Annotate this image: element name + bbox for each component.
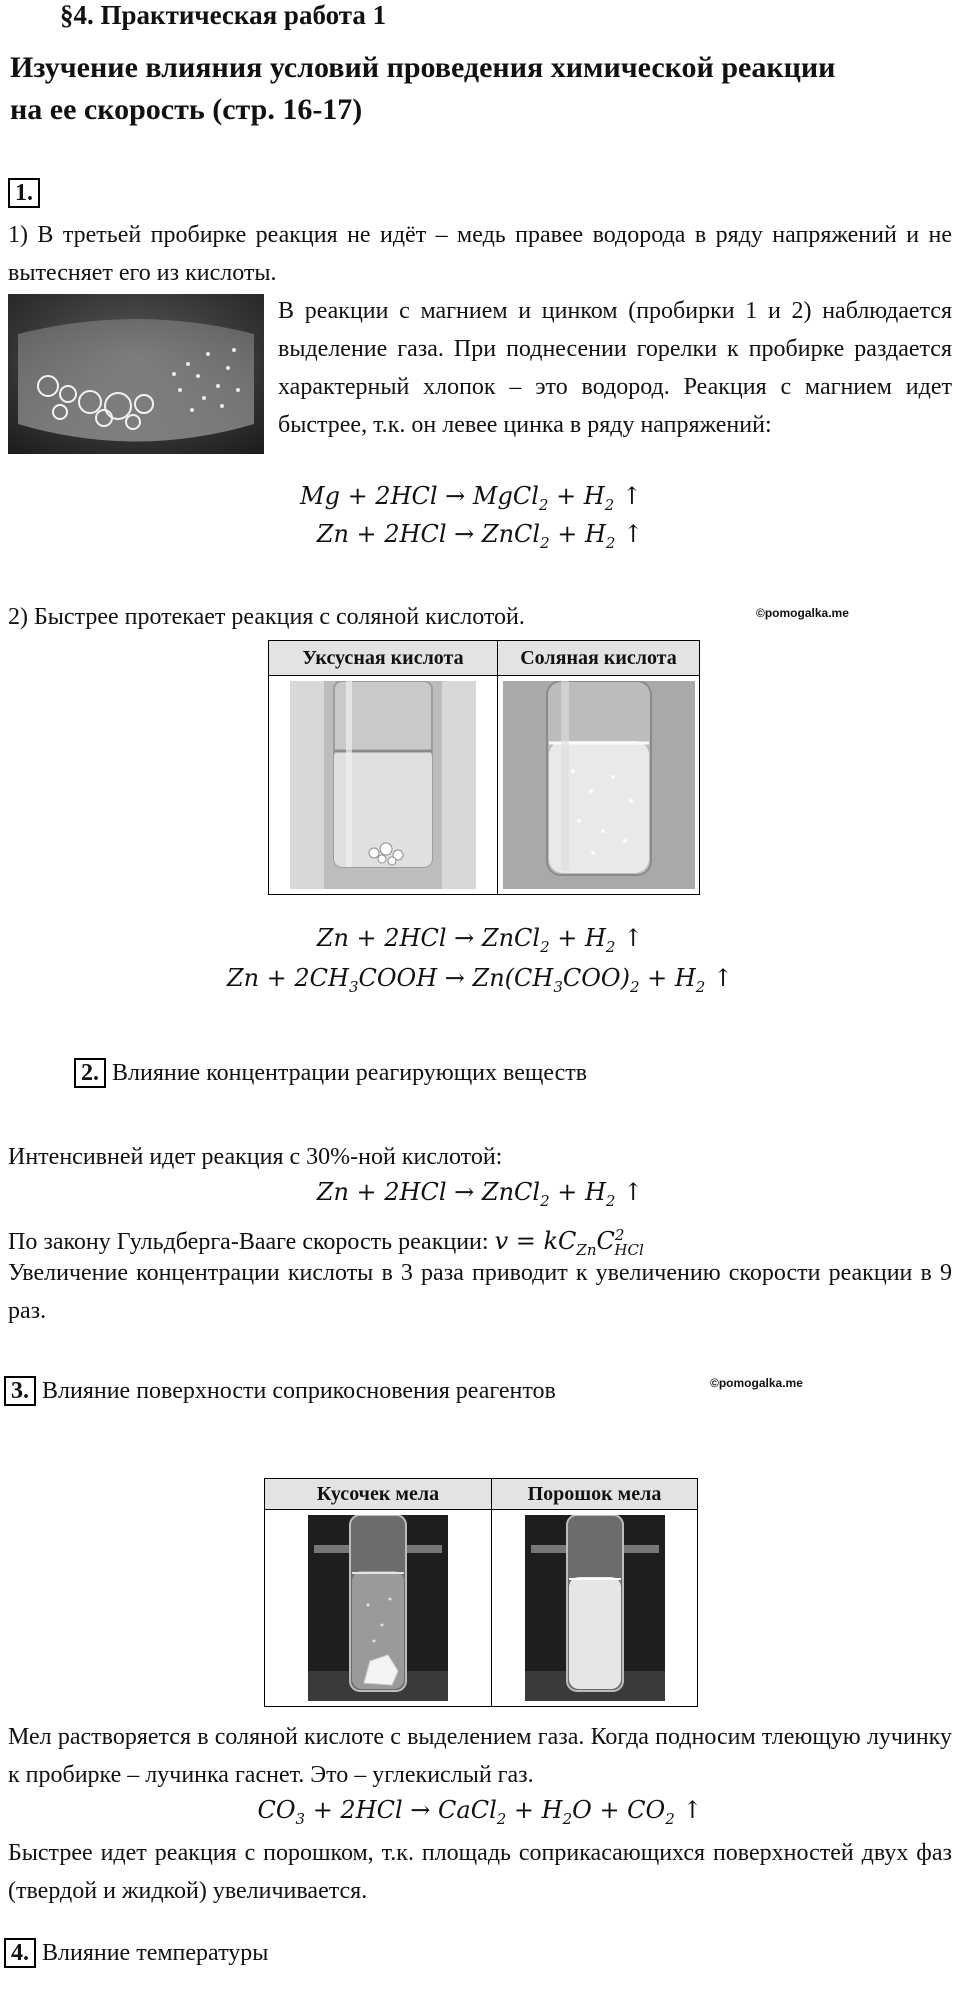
task2-heading: Влияние концентрации реагирующих веществ	[112, 1060, 588, 1086]
table-header-hydrochloric: Соляная кислота	[498, 641, 700, 676]
task1-paragraph-2: В реакции с магнием и цинком (пробирки 1 и 2) наблюдается выделение газа. При поднесении горелки к пробирке раздается характерный хлопок – это водород. Реакция с магнием идет быстрее, т.к. он левее цинка в ряду напряжений:	[278, 298, 952, 438]
equation-zn-hcl: Zn + 2HCl → ZnCl$_2$ + $H_2$ ↑	[316, 520, 644, 552]
task-number-box: 4.	[4, 1938, 36, 1968]
acetic-acid-photo-cell	[269, 676, 498, 895]
equation-caco3-hcl: $CO_3 + 2HCl$ → CaCl$_2$ + $H_2O + CO_2$ ↑	[257, 1796, 703, 1828]
acid-comparison-table	[268, 640, 700, 895]
hydrochloric-acid-photo-cell	[498, 676, 700, 895]
table-header-chalk-powder: Порошок мела	[492, 1479, 698, 1510]
page-title-line2: на ее скорость (стр. 16-17)	[10, 93, 363, 126]
hydrochloric-acid-tube-photo	[503, 681, 695, 889]
task1-paragraph-3: 2) Быстрее протекает реакция с соляной кислотой.	[8, 604, 525, 630]
task1-paragraph-1: 1) В третьей пробирке реакция не идёт – медь правее водорода в ряду напряжений и не вытесняет его из кислоты.	[8, 222, 952, 286]
chalk-piece-tube-photo	[308, 1515, 448, 1701]
task3-heading: Влияние поверхности соприкосновения реагентов	[42, 1378, 556, 1404]
task2-heading-row	[74, 1054, 587, 1092]
task3-paragraph-2: Быстрее идет реакция с порошком, т.к. площадь соприкасающихся поверхностей двух фаз (твердой и жидкой) увеличивается.	[8, 1840, 952, 1904]
equation-zn-hcl-2: Zn + 2HCl → ZnCl$_2$ + $H_2$ ↑	[316, 924, 644, 956]
task-number-box: 2.	[74, 1058, 106, 1088]
acetic-acid-tube-photo	[290, 681, 476, 889]
rate-law-formula: $v = kC_{Zn}C^2_{HCl}$	[494, 1226, 644, 1259]
chalk-comparison-table	[264, 1478, 698, 1707]
task2-paragraph-3: Увеличение концентрации кислоты в 3 раза приводит к увеличению скорости реакции в 9 раз.	[8, 1260, 952, 1324]
chalk-powder-photo-cell	[492, 1510, 698, 1707]
task-number-1	[8, 178, 46, 208]
chalk-powder-tube-photo	[525, 1515, 665, 1701]
bubbles-photo	[8, 294, 264, 454]
watermark: ©pomogalka.me	[710, 1376, 803, 1390]
watermark: ©pomogalka.me	[756, 606, 849, 620]
equation-zn-acetic: $Zn + 2CH_3COOH \to Zn(CH_3COO)_2 + H_2$ ↑	[226, 964, 734, 996]
chalk-piece-photo-cell	[265, 1510, 492, 1707]
task-number-box: 3.	[4, 1376, 36, 1406]
table-header-acetic: Уксусная кислота	[269, 641, 498, 676]
page-title-line1: Изучение влияния условий проведения химической реакции	[10, 51, 836, 84]
equation-mg-hcl: Mg + 2HCl → MgCl$_2$ + $H_2$ ↑	[300, 482, 643, 514]
task-number-box: 1.	[8, 178, 40, 208]
equation-zn-hcl-3: Zn + 2HCl → ZnCl$_2$ + $H_2$ ↑	[316, 1178, 644, 1210]
task4-heading-row	[4, 1934, 268, 1972]
task2-paragraph-1: Интенсивней идет реакция с 30%-ной кислотой:	[8, 1144, 503, 1170]
task3-heading-row	[4, 1372, 556, 1410]
task4-heading: Влияние температуры	[42, 1940, 269, 1966]
section-heading: §4. Практическая работа 1	[60, 0, 387, 30]
table-header-chalk-piece: Кусочек мела	[265, 1479, 492, 1510]
task2-paragraph-2: По закону Гульдберга-Вааге скорость реакции:	[8, 1229, 489, 1255]
task3-paragraph-1: Мел растворяется в соляной кислоте с выделением газа. Когда подносим тлеющую лучинку к пробирке – лучинка гаснет. Это – углекислый газ.	[8, 1724, 952, 1788]
